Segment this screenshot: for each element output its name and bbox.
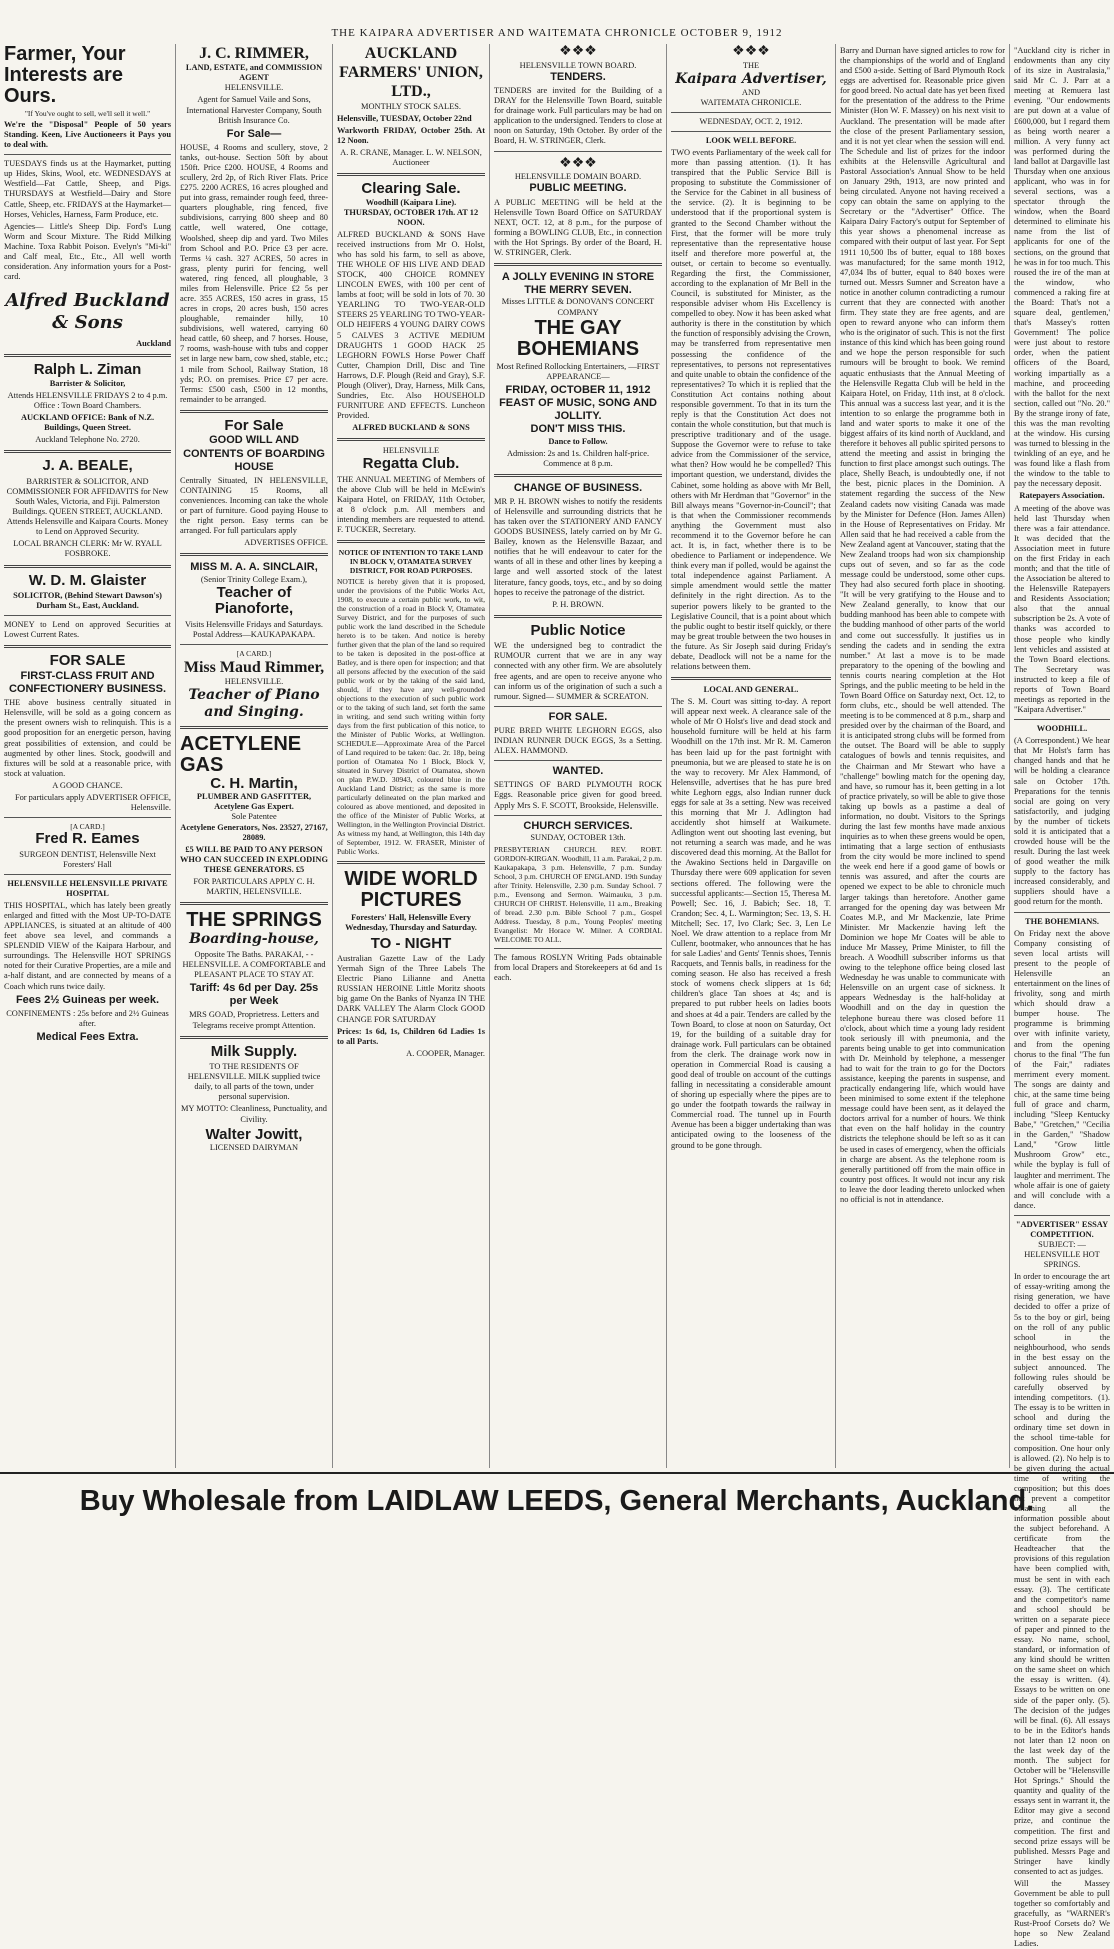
jowitt-sub: LICENSED DAIRYMAN	[209, 1143, 299, 1153]
gay-bohemians: THE GAY BOHEMIANS	[516, 316, 640, 360]
paper-date: WEDNESDAY, OCT. 2, 1912.	[699, 116, 803, 126]
eggs-text: PURE BRED WHITE LEGHORN EGGS, also INDIAN RUNNER DUCK EGGS, 3s a Setting. ALEX. HAMMOND.	[494, 725, 662, 756]
forsale-title: FOR SALE	[49, 652, 126, 670]
jowitt-name: Walter Jowitt,	[205, 1125, 303, 1143]
money-notice: MONEY to Lend on approved Securities at Lowest Current Rates.	[4, 620, 171, 640]
wide-world-title: WIDE WORLD PICTURES	[344, 868, 478, 912]
essay-text: In order to encourage the art of essay-writing among the rising generation, we have decided to offer a prize of 5s to the boy or girl, being on the roll of any public school in the neighbourhood, who sends in the best essay on the subject announced. The following rules should be carefully observed by intending competitors. (1). The essay is to be written in school and during the ordinary time set down in the school time-table for composition. One hour only is allowed. (2). No help is to be given during the actual time of writing the composition; but this does not prevent a competitor obtaining all the information possible about the subject beforehand. A certificate from the Headteacher that the provisions of this regulation have been complied with, must be sent in with each essay. (3). The certificate and the competitor's name and school should be written on a separate piece of paper and pinned to the essay. No name, school, standard, or information of any kind should be written on the same sheet on which the essay is written. (4). Essays to be written on one side of the paper only. (5). The decision of the judges will be final. (6). All essays to be in the Editor's hands not later than 12 noon on the last week day of the month. The subject for October will be "Helensville Hot Springs." Should the quantity and quality of the essays sent in warrant it, the Editor may give a second prize, and continue the competition. The first and second prize essays will be published. Messrs Page and Stringer have kindly consented to act as judges.	[1014, 1272, 1110, 1876]
column-1	[0, 44, 176, 1468]
ziman-text: Attends HELENSVILLE FRIDAYS 2 to 4 p.m. Office : Town Board Chambers.	[7, 391, 168, 411]
martin-sub: PLUMBER AND GASFITTER, Acetylene Gas Expert.	[196, 792, 312, 812]
ziman-office: AUCKLAND OFFICE: Bank of N.Z. Buildings, Queen Street.	[20, 413, 155, 433]
sinclair-sub: (Senior Trinity College Exam.),	[200, 574, 308, 584]
admission: Admission: 2s and 1s. Children half-price. Commence at 8 p.m.	[506, 448, 650, 468]
ziman-name: Ralph L. Ziman	[33, 361, 142, 379]
local-title: LOCAL AND GENERAL.	[703, 685, 799, 695]
wide-world-text: Foresters' Hall, Helensville Every Wednesday, Thursday and Saturday.	[345, 913, 477, 933]
ratepayers-title: Ratepayers Association.	[1019, 491, 1105, 501]
essay-subject: SUBJECT: — HELENSVILLE HOT SPRINGS.	[1024, 1239, 1100, 1270]
springs-text: Opposite The Baths. PARAKAI, - - HELENSVILLE. A COMFORTABLE and PLEASANT PLACE TO STAY AT.	[182, 949, 326, 979]
col7-text: "Auckland city is richer in endowments than any city of its size in Australasia," said Mr C. J. Parr at a meeting at Remuera last evening. "Our endowments are put down at a value of £600,000, but I regard them as being worth nearer a million. A very funny act was performed during the land ballot at Dargaville last Thursday when one anxious applicant, who was in for several sections, was a spectator through the window, when the Board determined to eliminate his name from the list of applicants for one of the sections, on the ground that he was in for too much. This roused the ire of the man at the window, who commenced a raking fire at the Board: That's not a square deal, gentlemen,' that's Massey's rotten Government! The police were just about to restore order, when the patient officers of the Board, working impartially as a machine, and proceeding with the ballot for the next section, called out "No. 20." By the strange irony of fate, this was the man revolting at the window. His cursing was turned to blessing in the twinkling of an eye, and he was found like a flash from the window to the table to pay the necessary deposit.	[1014, 46, 1110, 489]
buckland-place: Auckland	[136, 339, 171, 349]
sinclair-text: Visits Helensville Fridays and Saturdays. Postal Address—KAUKAPAKAPA.	[185, 619, 323, 639]
look-title: LOOK WELL BEFORE.	[705, 135, 797, 145]
hospital-text: THIS HOSPITAL, which has lately been greatly enlarged and fitted with the Most UP-TO-DATE APPLIANCES, is situated at an altitude of 400 feet above sea level, and commands a SPLENDID VIEW of the Kaipara Harbour, and surroundings. The Helensville HOT SPRINGS noted for their Curative Properties, are a mile and a-half distant, and are connected by means of a Coach which runs twice daily.	[4, 900, 171, 991]
martin-agents: Sole Patentee	[231, 812, 277, 822]
rimmer-title: J. C. RIMMER,	[199, 45, 309, 62]
glaister-name: W. D. M. Glaister	[28, 571, 147, 589]
bohemians-text: On Friday next the above Company consisting of seven local artists will present to the people of Helensville an entertainment on the lines of frivolity, song and mirth which should draw a bumper house. The programme is brimming over with infinite variety, and from the opening chorus to the final "The fun of the Fair," radiates merriment every moment. The songs are dainty and chic, at the same time being full of grace and charm, including "Sleep Kentucky Babe," "Gretchen," "Cecilia in the Garden," "Shadow Land," "Grow little Mushroom Grow" etc., while the byplay is full of laughter and merriment. The whole affair is one of gaiety and will conclude with a dance.	[1014, 928, 1110, 1210]
church-text: PRESBYTERIAN CHURCH. REV. ROBT. GORDON-KIRGAN. Woodhill, 11 a.m. Parakai, 2 p.m. Kaukapakapa, 3 p.m. Helensville, 7 p.m. Sunday School, 3 p.m. CHURCH OF ENGLAND. 19th Sunday after Trinity. Helensville, 2.30 p.m. Sunday School. 7 p.m., Evensong and Sermon. Waimauku, 3 p.m. CHURCH OF CHRIST. Helensville, 11 a.m., Breaking of bread. 2.30 p.m. Bible School 7 p.m., Gospel Address. Tuesday, 8 p.m., Young Peoples' meeting Evangelist: Mr Horace W. Milner. A CORDIAL WELCOME TO ALL.	[494, 844, 662, 944]
springs-sub: Boarding-house,	[189, 931, 319, 948]
milk-text: TO THE RESIDENTS OF HELENSVILLE. MILK supplied twice daily, to all parts of the town, under personal supervision.	[187, 1062, 321, 1102]
change-title: CHANGE OF BUSINESS.	[513, 481, 643, 494]
regatta-text: THE ANNUAL MEETING of Members of the above Club will be held in McEwin's Kaipara Hotel, on FRIDAY, 11th October, at 8 o'clock p.m. All members and intending members are requested to attend. F. TUCKER, Secretary.	[337, 474, 485, 535]
ziman-title: Barrister & Solicitor,	[49, 378, 126, 388]
ratepayers-text: A meeting of the above was held last Thursday when there was a fair attendance. It was decided that the Association meet in future on the first Friday in each month; and that the title of the Association be altered to the Helensville Ratepayers and Residents Association; also that the annual subscription be 2s. A vote of thanks was accorded to those people who kindly lent vehicles and assisted at the Town Board elections. The Secretary was instructed to keep a file of reports of Town Board meetings as reported in the "Kaipara Advertiser."	[1014, 503, 1110, 715]
roslyn-ad: The famous ROSLYN Writing Pads obtainable from local Drapers and Storekeepers at 6d and 1s each.	[494, 952, 662, 983]
dont-miss: DON'T MISS THIS.	[530, 423, 626, 436]
tenders-text: TENDERS are invited for the Building of a DRAY for the Helensville Town Board, suitable for drainage work. Full particulars may be had on application to the undersigned. Tenders to close at noon on Saturday, 19th October. By order of the Board, H. W. STRINGER, Clerk.	[494, 86, 662, 146]
rimmer-forsale: For Sale—	[226, 127, 282, 140]
martin-apply: FOR PARTICULARS APPLY C. H. MARTIN, HELENSVILLE.	[193, 876, 315, 896]
regatta-title: Regatta Club.	[362, 455, 460, 473]
public-notice-text: WE the undersigned beg to contradict the RUMOUR current that we are in any way connected with any other firm. We are absolutely free agents, and are open to receive anyone who can inform us of the origination of such a such a rumour. Signed— SUMMER & SCREATON.	[494, 641, 662, 701]
gay-text: Most Refined Rollocking Entertainers, —FIRST APPEARANCE—	[496, 361, 660, 381]
program-prices: Prices: 1s 6d, 1s, Children 6d Ladies 1s to all Parts.	[337, 1026, 485, 1046]
ziman-phone: Auckland Telephone No. 2720.	[35, 435, 140, 445]
glaister-text: SOLICITOR, (Behind Stewart Dawson's) Durham St., East, Auckland.	[13, 591, 162, 611]
paper-title: Kaipara Advertiser,	[675, 70, 827, 87]
clearing-sub: Woodhill (Kaipara Line).	[365, 197, 457, 207]
clearing-text: ALFRED BUCKLAND & SONS Have received instructions from Mr O. Holst, who has sold his farm, to sell as above, THE WHOLE OF HIS LIVE AND DEAD STOCK, 400 CHOICE ROMNEY LINCOLN EWES, with 100 per cent of lambs at foot; will be sold in lots of 70. 30 YEARLING TO TWO-YEAR-OLD STEERS 25 YEARLING TO TWO-YEAR-OLD HEIFERS 4 YOUNG DAIRY COWS 5 CALVES 3 ACTIVE MEDIUM DRAUGHTS 1 GOOD HACK 25 LEGHORN FOWLS Horse Power Chaff Cutter, Champion Drill, Disc and Tine Harrows, D.F. Plough (Reid and Gray), S.F. Plough (Oliver), Dray, Harness, Milk Cans, Sundries, Etc. Also HOUSEHOLD FURNITURE AND EFFECTS. Luncheon Provided.	[337, 229, 485, 421]
rimmer-agent: Agent for Samuel Vaile and Sons, International Harvester Company, South British Insurance Co.	[186, 95, 322, 125]
sale2-text: Centrally Situated, IN HELENSVILLE, CONTAINING 15 Rooms, all conveniences. Incoming can take the whole or part of furniture. Good paying House to the right person. Easy terms can be arranged. For full particulars apply	[180, 475, 328, 536]
eames-text: SURGEON DENTIST, Helensville Next Foresters' Hall	[19, 849, 156, 869]
farmer-intro: We're the "Disposal" People of 50 years Standing. Keen, Live Auctioneers it Pays you to deal with.	[4, 120, 171, 150]
public-notice-title: Public Notice	[530, 621, 626, 639]
wanted-title: WANTED.	[552, 765, 604, 778]
rimmer2-card: [A CARD.]	[236, 648, 272, 658]
column-7	[1010, 44, 1114, 1949]
column-2	[176, 44, 333, 1468]
sale2-title: For Sale	[224, 416, 284, 434]
crest-icon-3: ❖❖❖	[732, 44, 770, 59]
sinclair-title: Teacher of Pianoforte,	[214, 583, 294, 618]
concert-company: Misses LITTLE & DONOVAN'S CONCERT COMPANY	[501, 297, 655, 317]
essay-title: "ADVERTISER" ESSAY COMPETITION.	[1015, 1219, 1109, 1239]
local-text: The S. M. Court was sitting to-day. A report will appear next week. A clearance sale of the whole of Mr O Holst's live and dead stock and household furniture will be held at his farm Woodhill on the 17th inst. Mr R. M. Cameron has been laid up for the past fortnight with pneumonia, but we are pleased to state he is on the way to recovery. Mr Alex Hammond, of Helensville, advertises that he has pure bred white Leghorn eggs, also Indian runner duck eggs for sale at 3s a setting. New was received this morning that Mr J. Adlington had accidently shot himself at Waikumete. Adlington went out shooting last evening, but not returning a search was made, and he was discovered dead this morning. At the Ballot for the Awakino Sections held in Dargaville on Thursday there were 609 application for seven sections offered. The following were the successful applicants:—Section 15, Theresa M. Powell; Sec. 16, J. Babich; Sec. 18, T. Crandon; Sec. 4, L. Warmington; Sec. 13, S. H. Mitchell; Sec. 17, Ivo Clark; Sec. 3, Len Le Noel. We draw attention to a replace from Mr Cullenr, bootmaker, who announces that he has for sale Ladies' and Gents' Tennis shoes, Tennis Racquets, and Tennis balls, in readiness for the coming season. He also has received a fresh stock of womens check slippers at 1s 6d; children's glace Tan shoes at 4s; and is prepared to put rubber heels on ladies boots and shoes at 4d a pair. Tenders are called by the Town Board, to close at noon on Saturday, Oct 19, for the building of a suitable dray for drainage work. Full particulars can be obtained from the clerk. The drainage work now in operation in Commercial Road is causing a good deal of trouble on account of the cuttings falling in necessitating a considerable amount of shoring up especially where the pipes are to go under the footpath towards the railway in Commercial road. The tunnel up in Fourth Avenue has been a bigger undertaking than was anticipated owing to the looseness of the ground to be gone through.	[671, 697, 831, 1150]
rimmer-place: HELENSVILLE.	[224, 83, 284, 93]
change-text: MR P. H. BROWN wishes to notify the residents of Helensville and surrounding districts that he has taken over the STATIONERY AND FANCY GOODS BUSINESS, lately carried on by Mr G. Bailey, known as the Helensville Bazaar, and notifies that he will endeavour to cater for the wants of all in these and other lines by keeping a large and well assorted stock of the latest literature, fancy goods, toys, etc., and by so doing hopes to receive the patronage of the district.	[494, 496, 662, 597]
forsale-sub: FIRST-CLASS FRUIT AND CONFECTIONERY BUSINESS.	[8, 669, 167, 696]
crest-icon: ❖❖❖	[559, 44, 597, 59]
dance: Dance to Follow.	[548, 436, 608, 446]
notice-text: NOTICE is hereby given that it is proposed, under the provisions of the Public Works Act, 1908, to execute a certain public work, to wit, the construction of a road in Block V, Otamatea Survey District, and for the purposes of such public work the land described in the Schedule hereto is to be taken. And notice is hereby further given that the plan of the land so required to be taken is deposited in the post-office at Batley, and is there open for inspection; and that all persons affected by the execution of the said public work or by the taking of the said land, should, if they have any well-grounded objections to the execution of such public work or to the taking of such land, set forth the same in writing, and send such writing within forty days from the first publication of this notice, to the Minister of Public Works, at Wellington. SCHEDULE—Approximate Area of the Parcel of Land required to be taken: 0ac. 2r. 18p, being portion of Otamatea No 1 Block, Block V, situated in Survey District of Otamatea, shown on plan P.W.D. 30943, coloured blue in the Auckland Land District; as the same is more particularly delineated on the plan marked and coloured as above mentioned, and deposited in the office of the Minister of Public Works, at Wellington, in the Wellington Provincial District. As witness my hand, at Wellington, this 14th day of September, 1912. W. FRASER, Minister of Public Works.	[337, 577, 485, 857]
hospital-head: HELENSVILLE HELENSVILLE PRIVATE HOSPITAL	[7, 878, 168, 898]
forsale-text: THE above business centrally situated in Helensville, will be sold as a going concern as the present owners wish to relinquish. This is a good proposition for an energetic person, having great possibilities of extension, and could be augmented by other lines. Stock, goodwill and fixtures will be sold at a reasonable price, with stock at valuation.	[4, 698, 171, 778]
feast: FEAST OF MUSIC, SONG AND JOLLITY.	[499, 396, 657, 423]
sale2-sub: GOOD WILL AND CONTENTS OF BOARDING HOUSE	[183, 434, 325, 473]
forsale-chance: A GOOD CHANCE.	[52, 780, 123, 790]
jolly-title: A JOLLY EVENING IN STORE THE MERRY SEVEN.	[501, 271, 655, 297]
beale-clerk: LOCAL BRANCH CLERK: Mr W. RYALL FOSBROKE.	[13, 539, 162, 559]
church-title: CHURCH SERVICES.	[523, 819, 633, 832]
friday-date: FRIDAY, OCTOBER 11, 1912	[505, 383, 651, 396]
column-6	[836, 44, 1010, 1468]
paper-and: AND	[741, 87, 761, 97]
col6-text: Barry and Durnan have signed articles to row for the championships of the world and of England and £500 a-side. Setting of Bard Plymouth Rock eggs are advertised for. Reasonable price given for good breed. No actual date has yet been fixed for the presentation of the address to the Prime Minister (Hon W. F. Massey) on his next visit to Auckland. The presentation will be made after the close of the present Parliamentary session, and it is not yet clear when the session will end. The Schedule and list of prizes for the indoor exhibits at the Helensville Agricultural and Pastoral Association's Annual Show to be held on January 29th, 1913, are now printed and being circulated. Anyone not having received a copy can obtain the same on applying to the Secretary or the "Advertiser" Office. The Kaipara Dairy Factory's output for September of this year shows a phenomenal increase as compared with their output of last year. For Sept 1911 10,500 lbs of butter, equal to 188 boxes was manufactured; for the same month 1912, 47,034 lbs of butter, equal to 840 boxes were turned out. Messrs Sumner and Screaton have a notice in another column contradicting a rumour current that they are connected with another firm. They state they are free agents, and are open to reward anyone who can inform them who is the originator of such. This is not the first instance of this kind which has been going round and we hope the person responsible for such rumours will be brought to book. We remind aquatic enthusiasts that the Annual Meeting of the Helensville Regatta Club will be held in the Kaipara Hotel, on Friday, 11th inst, at 8 o'clock. This annual was a success last year, and it is the intention to so enlarge the programme both in land and water sports to make it one of the biggest affairs of its kind north of Auckland, and therefore it behoves all public spirited persons to attend the meeting and assist in bringing the function to first place amongst such outings. The place, Shelly Beach, is undoubtedly one, if not the best, picnic places in the Dominion. A statement regarding the success of the New Zealand cadets now visiting Canada was made by the Minister for Defence (Hon. James Allen) in the House of Representatives on Friday. Mr Allen said that he had received a cable from the New Zealand agent at Vancouver, stating that the New Zealand troops had won six championship cups out of seven, and so far as the code message could be understood, some other cups. They had also secured forth place in shooting. "It will be very gratifying to the House and to New Zealand generally, to know that our budding manhood has been able to compete with the budding manhood of other parts of the world and come out successfully. It justifies us in sending the cadets and in sending the extra number." At last a move is to be made preparatory to the opening of the bowling and tennis courts nearing completion at the Hot Springs, and the public meeting to be held in the Town Board Office on Saturday next, Oct. 12, to form clubs, etc., should be well attended. The meeting is to be commenced at 8 p.m., sharp and presided over by the chairman of the Board, and it is anticipated strong clubs will be formed from the outset. The Board will be able to supply catalogues of bowls and tennis requisites, and the Chairman and Mr Stewart who have a "challenge" bowling match for the opening day, and have, so rumour has it, been getting in a lot of practice privately, so will be able to give those taking up bowls as a pastime a deal of information, no doubt. Visitors to the Springs during the last few months have made anxious inquiries as to when these greens would be open, intimating that a large section of enthusiasts from the city would be more inclined to spend the week end here if a good game of bowls or tennis was assured, and after the courts are opened we expect to be able to chronicle much larger takings than heretofore. Another game arranged for the opening day was between Mr Coates M.P., and Mr Mackenzie, late Prime Minister. Mr Mackenzie having left the Dominion we hope Mr Coates will be able to induce Mr Massey, Prime Minister, to fill the breach. A Woodhill subscriber informs us that owing to the telephone office being closed last Wednesday he was unable to communicate with Helensville on an urgent case of sickness. It appears Wednesday is the half-holiday at Woodhill and on the day in question the telephone bureau there was closed before 11 o'clock, about which time a young lady resident took seriously ill with pneumonia, and the parents being unable to get into communication with Dr. Meinhold by telephone, a messenger had to wait for the train to go for the Doctors assistance, keeping the parents in suspense, and practically endangering life, which would have been minimised to some extent if the telephone message could have been sent, as it delayed the doctors arrival for a number of hours. We think that even on the half holiday in the country districts the telephone should be left so as it can be used in cases of emergency, when the officials in charge are absent. As the telephone room is generally partitioned off from the main office in country post offices. It would not incur any risk to leave the door leading thereto unlocked when no official is not in attendance.	[840, 46, 1005, 1204]
woodhill-text: (A Correspondent.) We hear that Mr Holst's farm has changed hands and that he will be holding a clearance sale on October 17th. Preparations for the tennis social are going on very satisfactorily, and judging by the number of tickets sold it is anticipated that a crowded house will be the result. During the last week of good weather the milk supply to the factory has increased considerably, and suppliers should have a good return for the month.	[1014, 736, 1110, 907]
eames-card: [A CARD.]	[70, 822, 105, 832]
farmer-headline: Farmer, Your Interests are Ours.	[4, 43, 126, 107]
stock-sales: MONTHLY STOCK SALES.	[361, 101, 461, 111]
paper-chronicle: WAITEMATA CHRONICLE.	[700, 97, 802, 107]
sale-helensville: Helensville, TUESDAY, October 22nd	[337, 113, 472, 123]
public-title: PUBLIC MEETING.	[529, 182, 627, 195]
paper-the: THE	[742, 60, 760, 70]
farmers-union-title: AUCKLAND FARMERS' UNION, LTD.,	[339, 45, 483, 101]
column-5	[667, 44, 836, 1468]
wanted-text: SETTINGS OF BARD PLYMOUTH ROCK Eggs. Reasonable price given for good breed. Apply Mrs S. F. SCOTT, Brookside, Helensville.	[494, 780, 662, 810]
hospital-medical: Medical Fees Extra.	[36, 1030, 139, 1043]
rimmer2-title: Teacher of Piano and Singing.	[188, 687, 320, 720]
beale-name: J. A. BEALE,	[42, 457, 133, 475]
town-board: HELENSVILLE TOWN BOARD.	[519, 60, 637, 70]
forsale-apply: For particulars apply ADVERTISER OFFICE, Helensville.	[14, 792, 171, 812]
clearing-date: THURSDAY, OCTOBER 17th. AT 12 NOON.	[343, 207, 479, 227]
warner-text: Will the Massey Government be able to pull together so comfortably and gracefully, as "WARNER's Rust-Proof Corsets do? We hope so New Zealand Ladies.	[1014, 1878, 1110, 1949]
tenders-title: TENDERS.	[550, 70, 606, 83]
farmer-quote: "If You've ought to sell, we'll sell it well."	[24, 109, 151, 118]
tonight: TO - NIGHT	[370, 934, 452, 952]
springs-goad: MRS GOAD, Proprietress. Letters and Telegrams receive prompt Attention.	[189, 1010, 319, 1030]
milk-motto: MY MOTTO: Cleanliness, Punctuality, and Civility.	[180, 1104, 327, 1124]
notice-head: NOTICE OF INTENTION TO TAKE LAND IN BLOCK V, OTAMATEA SURVEY DISTRICT, FOR ROAD PURPOSES.	[338, 548, 484, 576]
sinclair-name: MISS M. A. A. SINCLAIR,	[190, 561, 318, 574]
rimmer2-name: Miss Maud Rimmer,	[183, 658, 325, 676]
public-text: A PUBLIC MEETING will be held at the Helensville Town Board Office on SATURDAY NEXT, OCT. 12, at 8 p.m., for the purpose of forming a BOWLING CLUB, Etc., in connection with the Hot Springs. By order of the Board, H. W. STRINGER, Clerk.	[494, 197, 662, 257]
martin-name: C. H. Martin,	[210, 774, 298, 792]
eggs-title: FOR SALE.	[548, 710, 608, 723]
clearing-title: Clearing Sale.	[361, 180, 461, 198]
springs-tariff: Tariff: 4s 6d per Day. 25s per Week	[189, 982, 319, 1008]
woodhill-title: WOODHILL.	[1036, 724, 1088, 734]
column-3	[333, 44, 490, 1468]
martin-generators: Acetylene Generators, Nos. 23527, 27167, 28089.	[180, 822, 328, 842]
rimmer2-place: HELENSVILLE.	[224, 677, 284, 687]
regatta-place: HELENSVILLE	[382, 446, 440, 456]
change-sig: P. H. BROWN.	[552, 599, 604, 609]
farmer-schedule: TUESDAYS finds us at the Haymarket, putting up Hides, Skins, Wool, etc. WEDNESDAYS at Westfield—Fat Cattle, Sheep, and Pigs. THURSDAYS at Westfield—Dairy and Store Cattle, Sheep, etc. FRIDAYS at the Haymarket—Horses, Vehicles, Harness, Farm Produce, etc.	[4, 159, 171, 219]
martin-reward: £5 WILL BE PAID TO ANY PERSON WHO CAN SUCCEED IN EXPLODING THESE GENERATORS. £5	[180, 844, 328, 874]
column-4	[490, 44, 667, 1468]
buckland-signature: Alfred Buckland & Sons	[5, 290, 170, 333]
bottom-advertisement: Buy Wholesale from LAIDLAW LEEDS, General Merchants, Auckland.	[0, 1472, 1114, 1528]
springs-title: THE SPRINGS	[186, 909, 322, 932]
bohemians-title: THE BOHEMIANS.	[1025, 916, 1099, 926]
sale-warkworth: Warkworth FRIDAY, October 25th. At 12 Noon.	[337, 125, 485, 145]
rimmer-listings: HOUSE, 4 Rooms and scullery, stove, 2 tanks, out-house. Section 50ft by about 150ft. Price £200. HOUSE, 4 Rooms and scullery, 2rd 2p, of Rich River Flats. Price £275. 2200 ACRES, 16 acres ploughed and put into grass, remainder rough feed, three-quarters ploughable, ring fenced, five subdivisions, carrying 800 sheep and 80 cattle, well watered, One cottage, Woolshed, sheep dip and yard. Two Miles from School and P.O. Price £3 per acre. Terms ¼ cash. 327 ACRES, 50 acres in grass, plenty puriri for fencing, well watered, ring fenced, all ploughable, 3 miles from Helensville. Price £2 5s per acre. 355 ACRES, 150 acres in grass, 15 acres in crops, 20 acres bush, 150 acres ploughable, remainder hilly, 10 subdivisions, well watered, carrying 60 head cattle, 60 sheep, and 7 horses. House, 7 rooms, wash-house with tubs and copper set in large new barn, cow shed, stable, etc.; 1 mile from School, Railway Station, 18 yds; P.O. on premises. Price £7 per acre. Terms: £500 cash, £500 in 12 months, remainder to be arranged.	[180, 142, 328, 404]
milk-title: Milk Supply.	[210, 1042, 298, 1060]
masthead: THE KAIPARA ADVERTISER AND WAITEMATA CHRONICLE OCTOBER 9, 1912	[331, 27, 783, 39]
sale2-office: ADVERTISES OFFICE.	[244, 538, 328, 548]
hospital-fees: Fees 2½ Guineas per week.	[15, 993, 160, 1006]
hospital-confinements: CONFINEMENTS : 25s before and 2½ Guineas after.	[6, 1008, 169, 1028]
domain-board: HELENSVILLE DOMAIN BOARD.	[514, 172, 642, 182]
rimmer-sub: LAND, ESTATE, and COMMISSION AGENT	[185, 63, 323, 83]
church-sunday: SUNDAY, OCTOBER 13th.	[530, 832, 626, 842]
eames-name: Fred R. Eames	[35, 830, 140, 848]
beale-text: BARRISTER & SOLICITOR, AND COMMISSIONER FOR AFFIDAVITS for New South Wales, Victoria, and Fiji. Palmerston Buildings. QUEEN STREET, AUCKLAND. Attends Helensville and Kaipara Courts. Money to Lend on Approved Security.	[6, 476, 169, 537]
editorial-text: TWO events Parliamentary of the week call for more than passing attention. (1). It has transpired that the Public Service Bill is proposing to substitute the Commissioner of the Service for the Cabinet in all business of the service. (2). It is beginning to be understood that if the proportional system is granted to the Second Chamber without the First, that the former will be more truly representative than the representative house itself and therefore more powerful at, the outset, or certain to become so eventually. Regarding the first, the Commissioner, according to the explanation of Mr Bell in the Council, is substituted for Minister, as the responsible adviser whom His Excellency is compelled to obey. Now it has been asked what authority is there in the constitution by which the function of responsibly advising the Crown, may be transferred from representative men possessing the confidence of the representatives, to persons not representatives and quite unable to obtain the confidence of the representatives? To which it is replied that the Constitution Act contains nothing about responsible government. To that in its turn the reply is that the Constitution Act does not contain the whole constitution, but that much is prescriptive traditionary and of the usage. Suppose the Governor were to refuse to take advice from the Commissioner of the service, what then? How would he be compelled? This important question, we understand, divides the Cabinet, some holding as above with Mr Bell, others with Mr Herdman that "Governor" in the Bill always means "Governor-in-Council"; that is that when the Commissioner recommends anything the Government must also recommend it to the Governor before he can act. It is, in fact, whether there is to be obedience to Parliament or independence. We think every man if polled, would be against the total independence against Parliament. A simple amendment would settle the matter definitely in the right direction. As to the superior powers likely to be granted to the Legislative Council, that is a point about which the public ought to bestir itself quickly, or there may be great trouble between the two houses in the future. As Sir Joseph said during Friday's debate, Deadlock will not be a name for the relations between them.	[671, 147, 831, 671]
clearing-sig: ALFRED BUCKLAND & SONS	[352, 423, 470, 433]
farmer-agencies: Agencies— Little's Sheep Dip. Ford's Lung Worm and Scour Mixture. The Ridd Milking Machine. Toxa Rabbit Poison. Evelyn's "Mi-ki" and Calf meal, Etc., Etc., All well worth consideration. Any information yours for a Post-card.	[4, 221, 171, 282]
sale-managers: A. R. CRANE, Manager. L. W. NELSON, Auctioneer	[340, 147, 482, 167]
program-manager: A. COOPER, Manager.	[406, 1048, 485, 1058]
acetylene-title: ACETYLENE GAS	[180, 732, 302, 776]
crest-icon-2: ❖❖❖	[559, 155, 597, 171]
program-list: Australian Gazette Law of the Lady Yermah Sign of the Three Labels The Electric Piano Lilianne and Anetta RUSSIAN HEROINE Little Moritz shoots big game On the Banks of Nyanza IN THE DARK VALLEY The Alarm Clock GOOD CHANGE FOR SATURDAY	[337, 954, 485, 1024]
